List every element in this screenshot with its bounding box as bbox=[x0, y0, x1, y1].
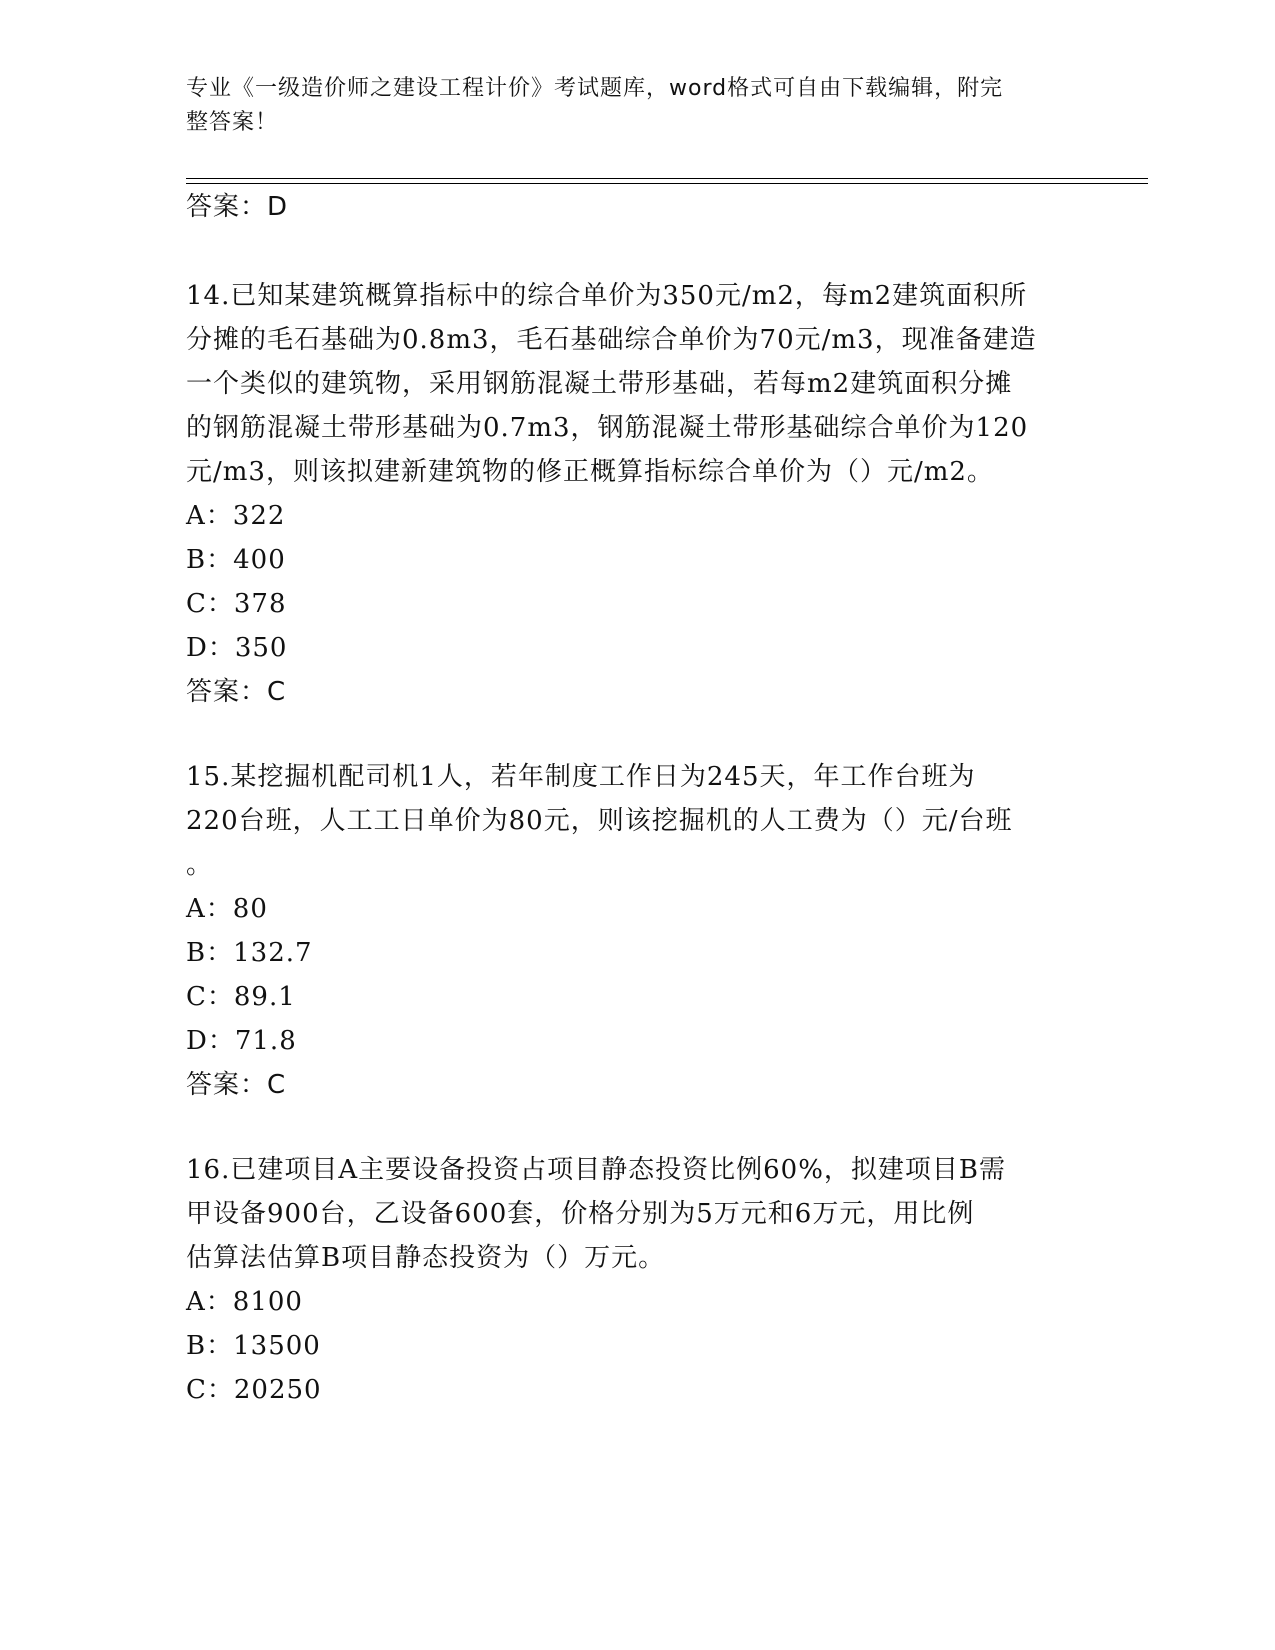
answer: 答案：C bbox=[186, 1070, 287, 1100]
question-text-line: 估算法估算B项目静态投资为（）万元。 bbox=[186, 1243, 666, 1273]
question-text-line: 16.已建项目A主要设备投资占项目静态投资比例60%，拟建项目B需 bbox=[186, 1155, 1007, 1185]
option-a: A：322 bbox=[186, 501, 286, 531]
option-c: C：378 bbox=[186, 589, 287, 619]
question-text-line: 一个类似的建筑物，采用钢筋混凝土带形基础，若每m2建筑面积分摊 bbox=[186, 369, 1013, 399]
option-d: D：350 bbox=[186, 633, 288, 663]
option-a: A：8100 bbox=[186, 1287, 303, 1317]
question-text-line: 分摊的毛石基础为0.8m3，毛石基础综合单价为70元/m3，现准备建造 bbox=[186, 325, 1037, 355]
option-a: A：80 bbox=[186, 894, 268, 924]
option-c: C：89.1 bbox=[186, 982, 296, 1012]
option-b: B：400 bbox=[186, 545, 286, 575]
question-text-line: 15.某挖掘机配司机1人，若年制度工作日为245天，年工作台班为 bbox=[186, 762, 976, 792]
previous-answer: 答案：D bbox=[186, 192, 289, 222]
question-text-line: 。 bbox=[186, 850, 214, 880]
answer: 答案：C bbox=[186, 677, 287, 707]
question-text-line: 220台班，人工工日单价为80元，则该挖掘机的人工费为（）元/台班 bbox=[186, 806, 1013, 836]
document-header bbox=[186, 72, 1086, 140]
question-text-line: 元/m3，则该拟建新建筑物的修正概算指标综合单价为（）元/m2。 bbox=[186, 457, 994, 487]
question-text-line: 甲设备900台，乙设备600套，价格分别为5万元和6万元，用比例 bbox=[186, 1199, 975, 1229]
option-b: B：13500 bbox=[186, 1331, 321, 1361]
header-line-2: 整答案！ bbox=[186, 110, 279, 135]
question-text-line: 的钢筋混凝土带形基础为0.7m3，钢筋混凝土带形基础综合单价为120 bbox=[186, 413, 1029, 443]
header-line-1: 专业《一级造价师之建设工程计价》考试题库，word格式可自由下载编辑，附完 bbox=[186, 76, 1004, 101]
header-divider-bottom bbox=[186, 183, 1148, 184]
option-c: C：20250 bbox=[186, 1375, 322, 1405]
header-divider-top bbox=[186, 178, 1148, 179]
option-d: D：71.8 bbox=[186, 1026, 297, 1056]
question-text-line: 14.已知某建筑概算指标中的综合单价为350元/m2，每m2建筑面积所 bbox=[186, 281, 1028, 311]
option-b: B：132.7 bbox=[186, 938, 313, 968]
